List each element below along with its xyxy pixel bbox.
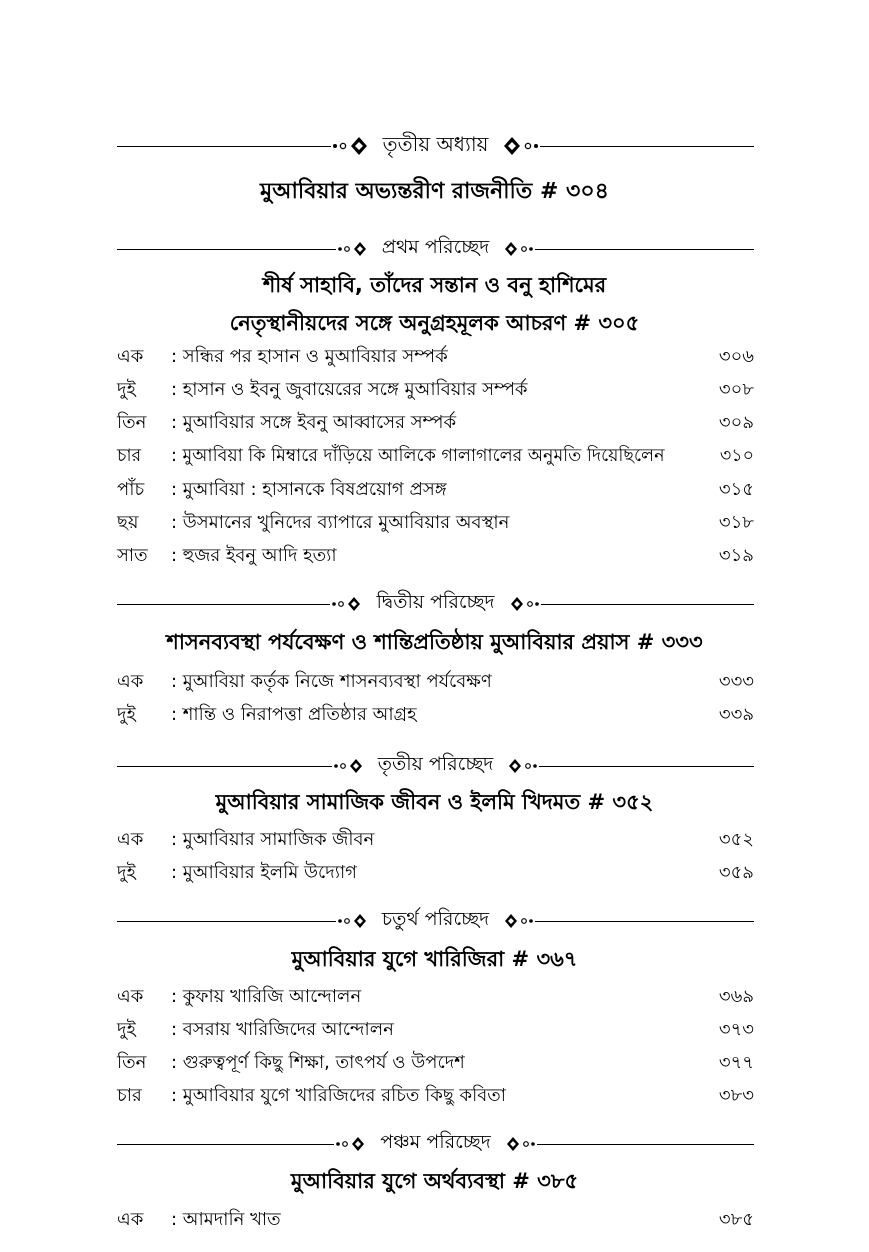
entry-title: : উসমানের খুনিদের ব্যাপারে মুআবিয়ার অবস্থান bbox=[171, 511, 510, 533]
divider-line-right bbox=[541, 604, 754, 605]
ornament-right-icon bbox=[507, 594, 541, 614]
ornament-left-icon bbox=[336, 239, 370, 259]
entry-number: পাঁচ bbox=[117, 478, 145, 500]
section-divider bbox=[117, 1129, 754, 1159]
entry-number: দুই bbox=[117, 703, 136, 725]
toc-entry[interactable] bbox=[117, 408, 754, 438]
toc-entry[interactable] bbox=[117, 1205, 754, 1235]
entry-page: ৩৬৯ bbox=[718, 985, 754, 1007]
entry-number: এক bbox=[117, 828, 144, 850]
entry-number: ছয় bbox=[117, 511, 139, 533]
entry-number: চার bbox=[117, 1084, 142, 1106]
entry-title: : সন্ধির পর হাসান ও মুআবিয়ার সম্পর্ক bbox=[171, 345, 448, 367]
entry-number: এক bbox=[117, 1208, 144, 1230]
entry-number: চার bbox=[117, 445, 142, 466]
entry-title: : আমদানি খাত bbox=[171, 1208, 281, 1230]
section-title: চতুর্থ পরিচ্ছেদ bbox=[381, 908, 490, 930]
entry-number: দুই bbox=[117, 1018, 136, 1040]
entry-page: ৩৭৭ bbox=[718, 1051, 754, 1073]
entry-number: দুই bbox=[117, 378, 136, 400]
entry-number: তিন bbox=[117, 1051, 147, 1073]
entry-title: : মুআবিয়ার সামাজিক জীবন bbox=[171, 828, 375, 850]
section-heading-line: শাসনব্যবস্থা পর্যবেক্ষণ ও শান্তিপ্রতিষ্ঠায় মুআবিয়ার প্রয়াস # ৩৩৩ bbox=[166, 630, 703, 654]
entry-page: ৩১৫ bbox=[718, 478, 754, 500]
entry-title: : মুআবিয়ার যুগে খারিজিদের রচিত কিছু কবিতা bbox=[171, 1084, 507, 1106]
chapter-title: তৃতীয় অধ্যায় bbox=[382, 131, 489, 156]
entry-page: ৩০৮ bbox=[718, 378, 754, 400]
entry-title: : মুআবিয়া কর্তৃক নিজে শাসনব্যবস্থা পর্যবেক্ষণ bbox=[171, 670, 492, 692]
entry-page: ৩৭৩ bbox=[718, 1018, 754, 1040]
entry-page: ৩৮৩ bbox=[718, 1084, 754, 1106]
entry-page: ৩১৯ bbox=[718, 544, 754, 566]
toc-entry[interactable] bbox=[117, 475, 754, 505]
toc-entry[interactable] bbox=[117, 508, 754, 538]
entry-title: : গুরুত্বপূর্ণ কিছু শিক্ষা, তাৎপর্য ও উপদেশ bbox=[171, 1051, 465, 1073]
section-divider bbox=[117, 234, 754, 264]
entry-page: ৩১৮ bbox=[718, 511, 754, 533]
divider-line-right bbox=[539, 766, 754, 767]
section-title: তৃতীয় পরিচ্ছেদ bbox=[377, 753, 494, 775]
entry-page: ৩৮৫ bbox=[718, 1208, 754, 1230]
entry-title: : মুআবিয়া কি মিম্বারে দাঁড়িয়ে আলিকে গালাগালের অনুমতি দিয়েছিলেন bbox=[171, 445, 665, 466]
divider-line-right bbox=[540, 146, 754, 147]
ornament-right-icon bbox=[501, 911, 535, 931]
divider-line-right bbox=[535, 921, 754, 922]
section-title: প্রথম পরিচ্ছেদ bbox=[381, 236, 490, 258]
toc-entry[interactable] bbox=[117, 858, 754, 888]
ornament-left-icon bbox=[332, 756, 366, 776]
entry-page: ৩৩৯ bbox=[718, 703, 754, 725]
toc-entry[interactable] bbox=[117, 541, 754, 571]
section-divider bbox=[117, 906, 754, 936]
entry-number: তিন bbox=[117, 411, 147, 433]
entry-page: ৩৫৯ bbox=[718, 861, 754, 883]
entry-title: : মুআবিয়ার সঙ্গে ইবনু আব্বাসের সম্পর্ক bbox=[171, 411, 457, 433]
entry-title: : মুআবিয়ার ইলমি উদ্যোগ bbox=[171, 861, 357, 883]
toc-entry[interactable] bbox=[117, 1015, 754, 1045]
ornament-right-icon bbox=[500, 134, 540, 158]
ornament-left-icon bbox=[334, 1134, 368, 1154]
ornament-left-icon bbox=[330, 594, 364, 614]
entry-title: : বসরায় খারিজিদের আন্দোলন bbox=[171, 1018, 394, 1040]
entry-page: ৩১০ bbox=[719, 445, 754, 466]
toc-entry[interactable] bbox=[117, 1081, 754, 1111]
entry-number: এক bbox=[117, 670, 144, 692]
entry-title: : কুফায় খারিজি আন্দোলন bbox=[171, 985, 362, 1007]
chapter-heading: মুআবিয়ার অভ্যন্তরীণ রাজনীতি # ৩০৪ bbox=[260, 179, 609, 204]
entry-page: ৩০৬ bbox=[718, 345, 754, 367]
section-heading-line: মুআবিয়ার যুগে খারিজিরা # ৩৬৭ bbox=[291, 947, 578, 971]
ornament-right-icon bbox=[503, 1134, 537, 1154]
entry-number: এক bbox=[117, 345, 144, 367]
toc-entry[interactable] bbox=[117, 1048, 754, 1078]
toc-entry[interactable] bbox=[117, 700, 754, 730]
toc-entry[interactable] bbox=[117, 442, 754, 472]
section-divider bbox=[117, 751, 754, 781]
entry-page: ৩০৯ bbox=[718, 411, 754, 433]
section-title: দ্বিতীয় পরিচ্ছেদ bbox=[376, 591, 495, 613]
entry-page: ৩৩৩ bbox=[718, 670, 754, 692]
ornament-left-icon bbox=[331, 134, 371, 158]
section-divider bbox=[117, 589, 754, 619]
divider-line-left bbox=[117, 146, 331, 147]
entry-title: : শান্তি ও নিরাপত্তা প্রতিষ্ঠার আগ্রহ bbox=[171, 703, 417, 725]
section-title: পঞ্চম পরিচ্ছেদ bbox=[380, 1131, 491, 1153]
entry-title: : হাসান ও ইবনু জুবায়েরের সঙ্গে মুআবিয়ার সম্পর্ক bbox=[171, 378, 528, 400]
divider-line-left bbox=[117, 1144, 334, 1145]
divider-line-left bbox=[117, 921, 336, 922]
toc-entry[interactable] bbox=[117, 667, 754, 697]
entry-number: দুই bbox=[117, 861, 136, 883]
section-heading-line: মুআবিয়ার যুগে অর্থব্যবস্থা # ৩৮৫ bbox=[290, 1169, 579, 1193]
ornament-right-icon bbox=[505, 756, 539, 776]
section-heading-line: শীর্ষ সাহাবি, তাঁদের সন্তান ও বনু হাশিমের bbox=[262, 273, 607, 297]
divider-line-left bbox=[117, 766, 332, 767]
entry-title: : হুজর ইবনু আদি হত্যা bbox=[171, 544, 337, 566]
entry-number: সাত bbox=[117, 544, 148, 566]
ornament-right-icon bbox=[501, 239, 535, 259]
entry-page: ৩৫২ bbox=[718, 828, 754, 850]
divider-line-right bbox=[535, 249, 754, 250]
chapter-divider bbox=[117, 131, 754, 161]
ornament-left-icon bbox=[336, 911, 370, 931]
toc-entry[interactable] bbox=[117, 342, 754, 372]
toc-entry[interactable] bbox=[117, 982, 754, 1012]
entry-title: : মুআবিয়া : হাসানকে বিষপ্রয়োগ প্রসঙ্গ bbox=[171, 478, 447, 500]
entry-number: এক bbox=[117, 985, 144, 1007]
divider-line-left bbox=[117, 249, 336, 250]
divider-line-right bbox=[537, 1144, 754, 1145]
section-heading-line: মুআবিয়ার সামাজিক জীবন ও ইলমি খিদমত # ৩৫২ bbox=[215, 790, 654, 814]
divider-line-left bbox=[117, 604, 330, 605]
toc-entry[interactable] bbox=[117, 825, 754, 855]
toc-entry[interactable] bbox=[117, 375, 754, 405]
section-heading-line: নেতৃস্থানীয়দের সঙ্গে অনুগ্রহমূলক আচরণ # ৩০৫ bbox=[229, 311, 640, 335]
